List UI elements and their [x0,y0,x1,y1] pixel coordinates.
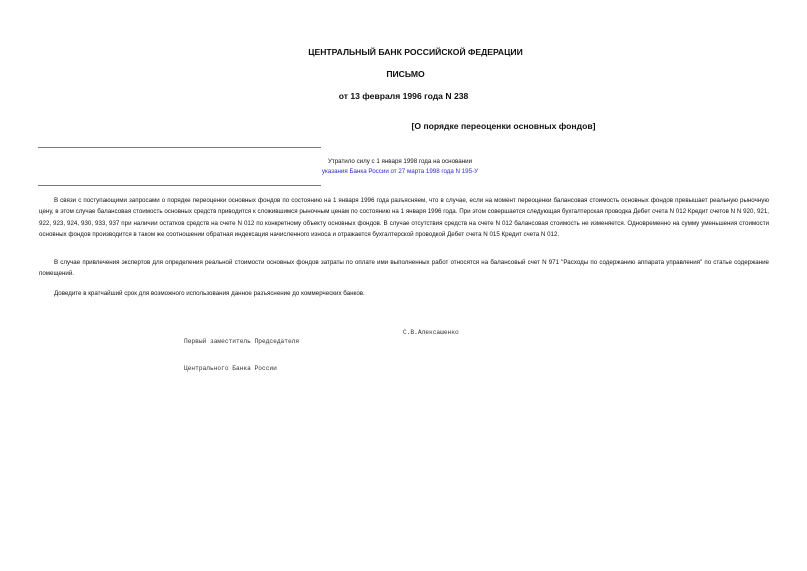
document-subject: [О порядке переоценки основных фондов] [411,121,596,131]
body-paragraph-3: Доведите в кратчайший срок для возможного использования данное разъяснение до коммерческих банков. [54,290,365,297]
signatory-position-line2: Центрального Банка России [184,365,277,372]
expired-note: Утратило силу с 1 января 1998 года на основании [327,158,473,165]
expired-basis-link[interactable]: указания Банка России от 27 марта 1998 года N 195-У [321,168,479,175]
organization-title: ЦЕНТРАЛЬНЫЙ БАНК РОССИЙСКОЙ ФЕДЕРАЦИИ [308,47,523,57]
signature-block [184,319,604,400]
body-paragraph-2: В случае привлечения экспертов для определения реальной стоимости основных фондов затраты по оплате ими выполненных работ относятся на балансовый счет N 971 "Расходы по содержанию аппарата управления" по статье содержание помещений. [39,259,769,278]
signatory-name: С.В.Алексашенко [403,329,459,336]
status-divider-top [38,147,321,148]
body-paragraph-1: В связи с поступающими запросами о порядке переоценки основных фондов по состоянию на 1 января 1996 года разъясняем, что в случае, если на момент переоценки балансовая стоимость основных фондов превышает реальную рыночную цену, в этом случае балансовая стоимость основных средств приводится к сложившимся рыночным ценам по состоянию на 1 января 1996 года. При этом совершается следующая бухгалтерская проводка Дебет счета N 012 Кредит счетов N N 920, 921, 922, 923, 924, 930, 933, 937 при наличии остатков средств на счете N 012 по конкретному объекту основных фондов. В случае отсутствия средств на счете N 012 балансовая стоимость не изменяется. Одновременно на сумму уменьшения стоимости основных фондов производится в таком же соотношении обратная индексация начисленного износа и отражается бухгалтерской проводкой Дебет счета N 015 Кредит счета N 012. [39,197,769,238]
status-divider-bottom [38,185,321,186]
signatory-position-line1: Первый заместитель Председателя [184,338,300,345]
document-date-number: от 13 февраля 1996 года N 238 [338,91,469,101]
document-type: ПИСЬМО [386,69,425,79]
